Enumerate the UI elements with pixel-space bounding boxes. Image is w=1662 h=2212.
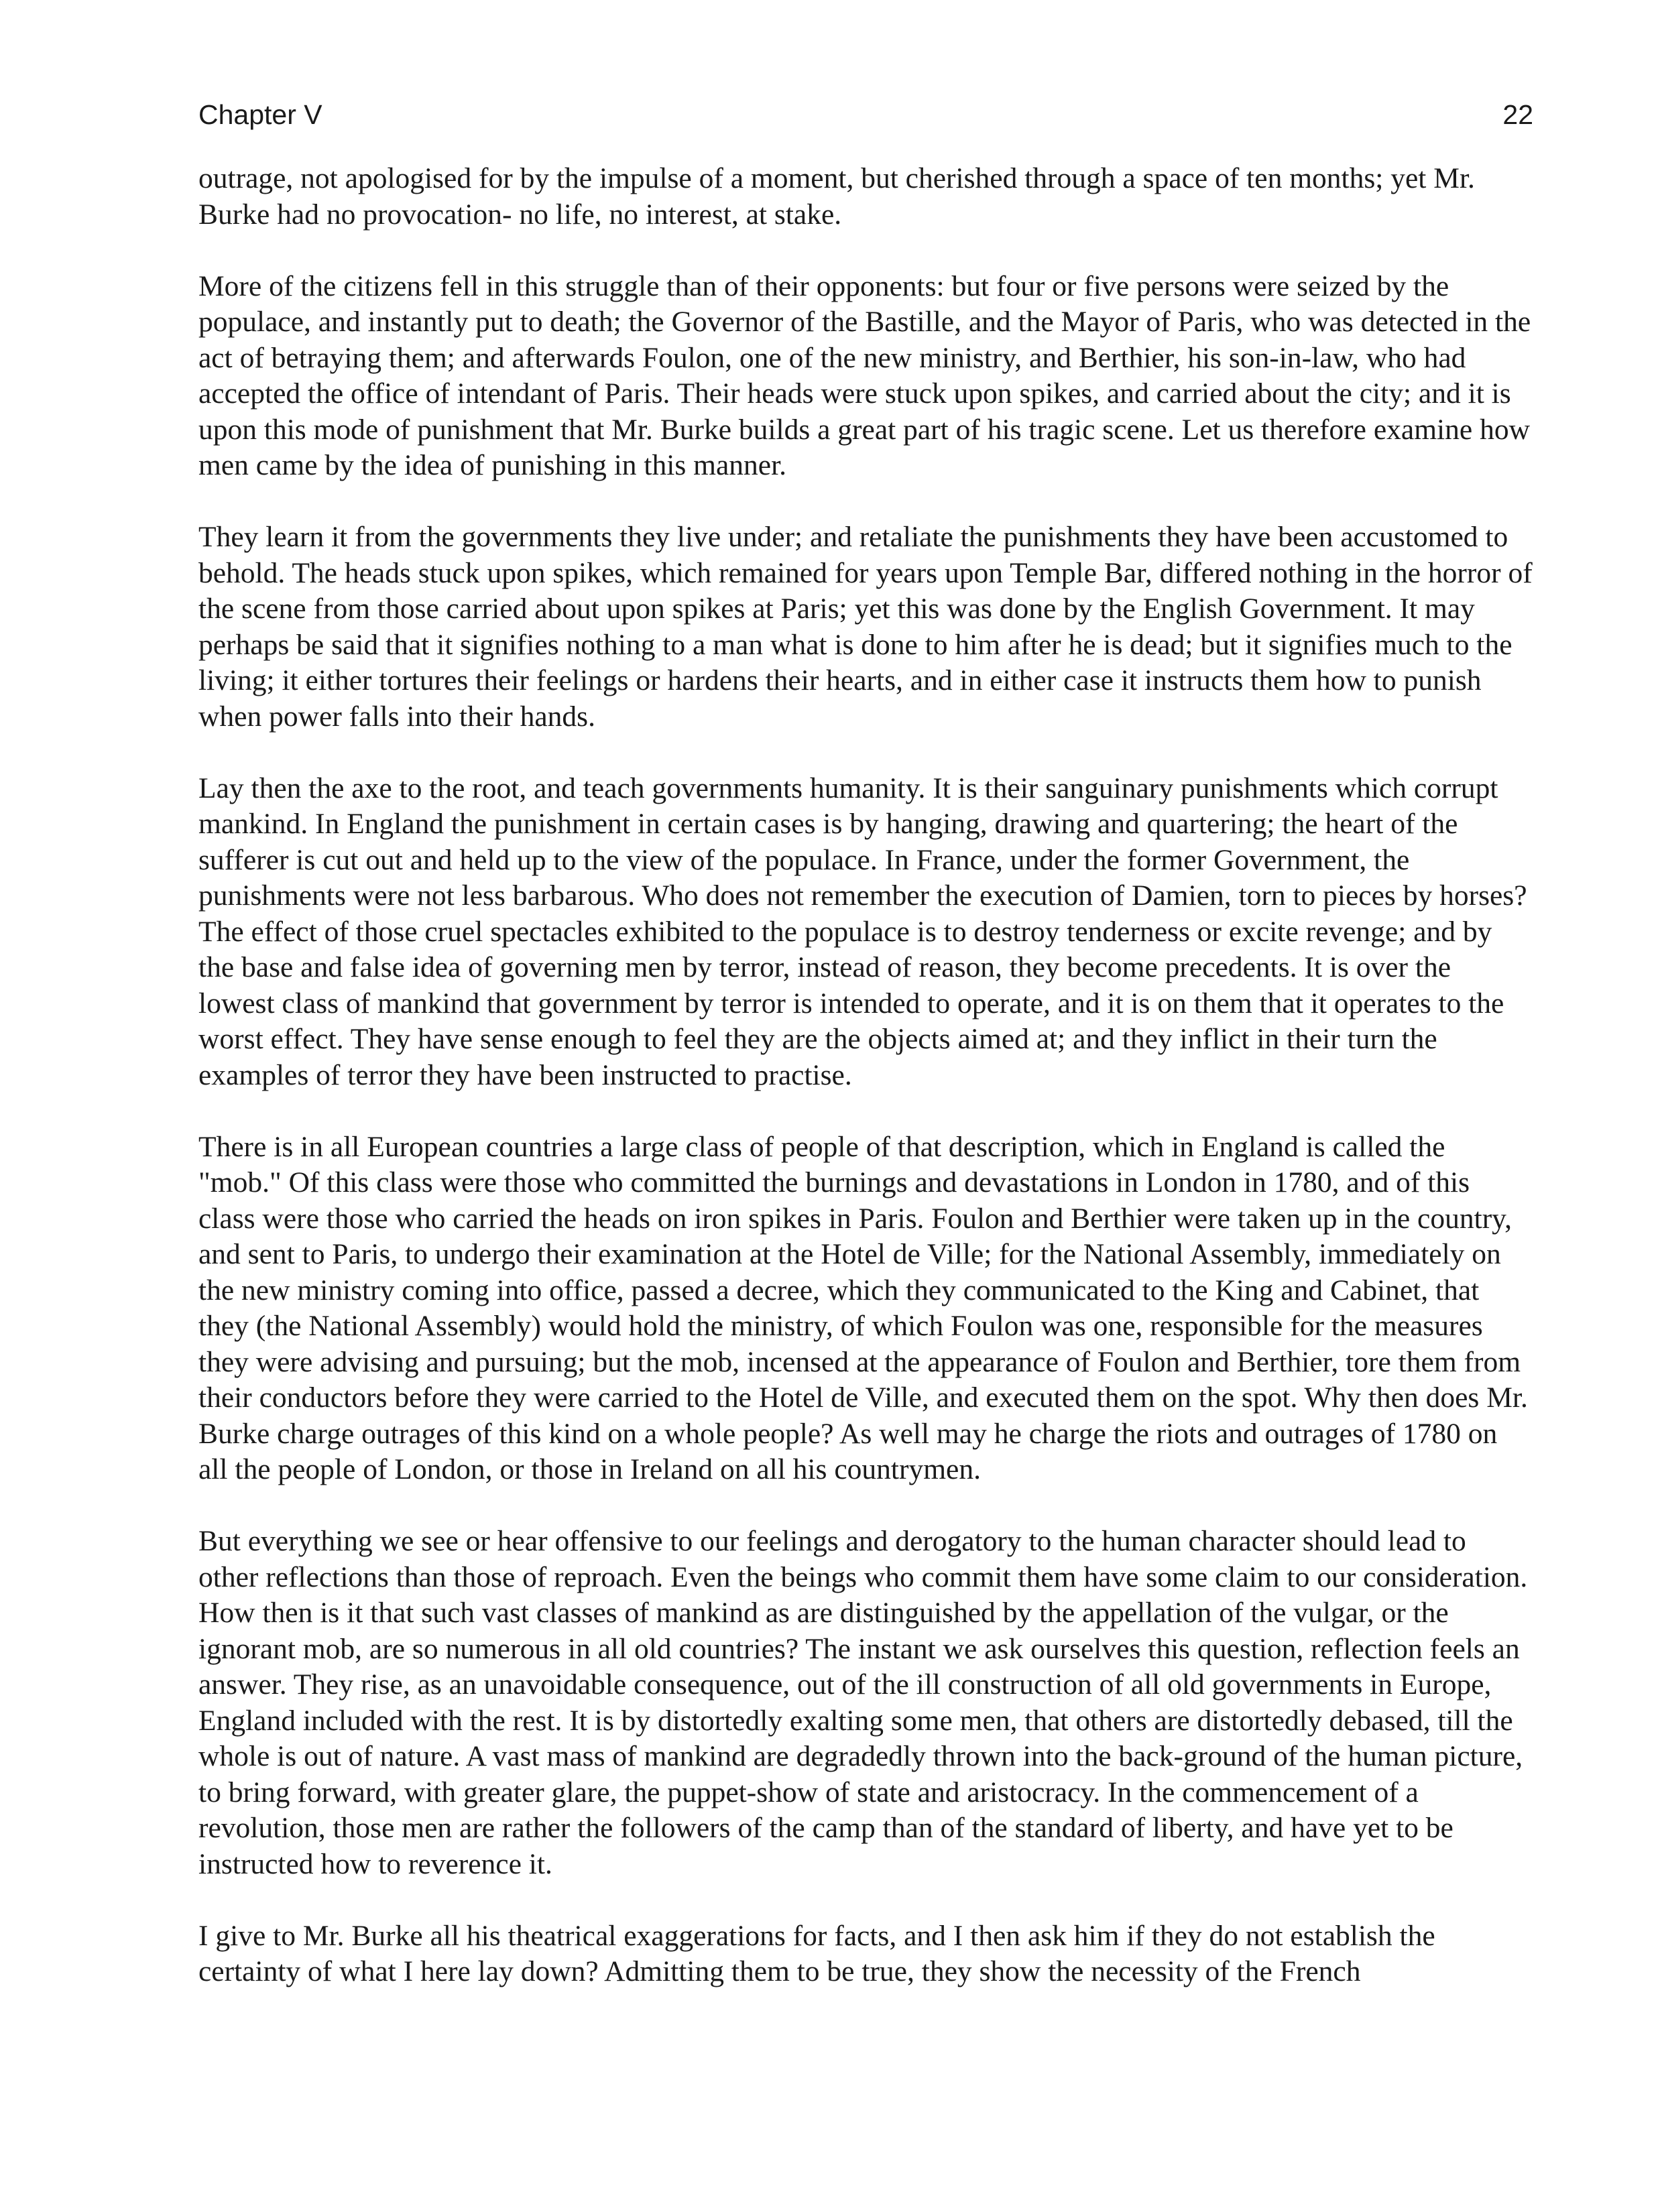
paragraph: But everything we see or hear offensive to our feelings and derogatory to the human character should lead to other reflections than those of reproach. Even the beings who commit them have some claim to our consideration. How then is it that such vast classes of mankind as are distinguished by the appellation of the vulgar, or the ignorant mob, are so numerous in all old countries? The instant we ask ourselves this question, reflection feels an answer. They rise, as an unavoidable consequence, out of the ill construction of all old governments in Europe, England included with the rest. It is by distortedly exalting some men, that others are distortedly debased, till the whole is out of nature. A vast mass of mankind are degradedly thrown into the back-ground of the human picture, to bring forward, with greater glare, the puppet-show of state and aristocracy. In the commencement of a revolution, those men are rather the followers of the camp than of the standard of liberty, and have yet to be instructed how to reverence it. [198, 1525, 1528, 1880]
page-header [198, 99, 1533, 139]
page-number: 22 [1502, 99, 1533, 130]
body-text [198, 161, 1533, 2026]
paragraph: I give to Mr. Burke all his theatrical exaggerations for facts, and I then ask him if they do not establish the certainty of what I here lay down? Admitting them to be true, they show the necessity of the French [198, 1919, 1435, 1987]
paragraph: There is in all European countries a large class of people of that description, which in England is called the "mob." Of this class were those who committed the burnings and devastations in London in 1780, and of this class were those who carried the heads on iron spikes in Paris. Foulon and Berthier were taken up in the country, and sent to Paris, to undergo their examination at the Hotel de Ville; for the National Assembly, immediately on the new ministry coming into office, passed a decree, which they communicated to the King and Cabinet, that they (the National Assembly) would hold the ministry, of which Foulon was one, responsible for the measures they were advising and pursuing; but the mob, incensed at the appearance of Foulon and Berthier, tore them from their conductors before they were carried to the Hotel de Ville, and executed them on the spot. Why then does Mr. Burke charge outrages of this kind on a whole people? As well may he charge the riots and outrages of 1780 on all the people of London, or those in Ireland on all his countrymen. [198, 1130, 1528, 1485]
paragraph: They learn it from the governments they live under; and retaliate the punishments they have been accustomed to behold. The heads stuck upon spikes, which remained for years upon Temple Bar, differed nothing in the horror of the scene from those carried about upon spikes at Paris; yet this was done by the English Government. It may perhaps be said that it signifies nothing to a man what is done to him after he is dead; but it signifies much to the living; it either tortures their feelings or hardens their hearts, and in either case it instructs them how to punish when power falls into their hands. [198, 521, 1533, 733]
chapter-title: Chapter V [198, 99, 322, 130]
paragraph: outrage, not apologised for by the impulse of a moment, but cherished through a space of ten months; yet Mr. Burke had no provocation- no life, no interest, at stake. [198, 162, 1475, 231]
paragraph: Lay then the axe to the root, and teach governments humanity. It is their sanguinary punishments which corrupt mankind. In England the punishment in certain cases is by hanging, drawing and quartering; the heart of the sufferer is cut out and held up to the view of the populace. In France, under the former Government, the punishments were not less barbarous. Who does not remember the execution of Damien, torn to pieces by horses? The effect of those cruel spectacles exhibited to the populace is to destroy tenderness or excite revenge; and by the base and false idea of governing men by terror, instead of reason, they become precedents. It is over the lowest class of mankind that government by terror is intended to operate, and it is on them that it operates to the worst effect. They have sense enough to feel they are the objects aimed at; and they inflict in their turn the examples of terror they have been instructed to practise. [198, 772, 1527, 1091]
paragraph: More of the citizens fell in this struggle than of their opponents: but four or five persons were seized by the populace, and instantly put to death; the Governor of the Bastille, and the Mayor of Paris, who was detected in the act of betraying them; and afterwards Foulon, one of the new ministry, and Berthier, his son-in-law, who had accepted the office of intendant of Paris. Their heads were stuck upon spikes, and carried about the city; and it is upon this mode of punishment that Mr. Burke builds a great part of his tragic scene. Let us therefore examine how men came by the idea of punishing in this manner. [198, 269, 1531, 481]
